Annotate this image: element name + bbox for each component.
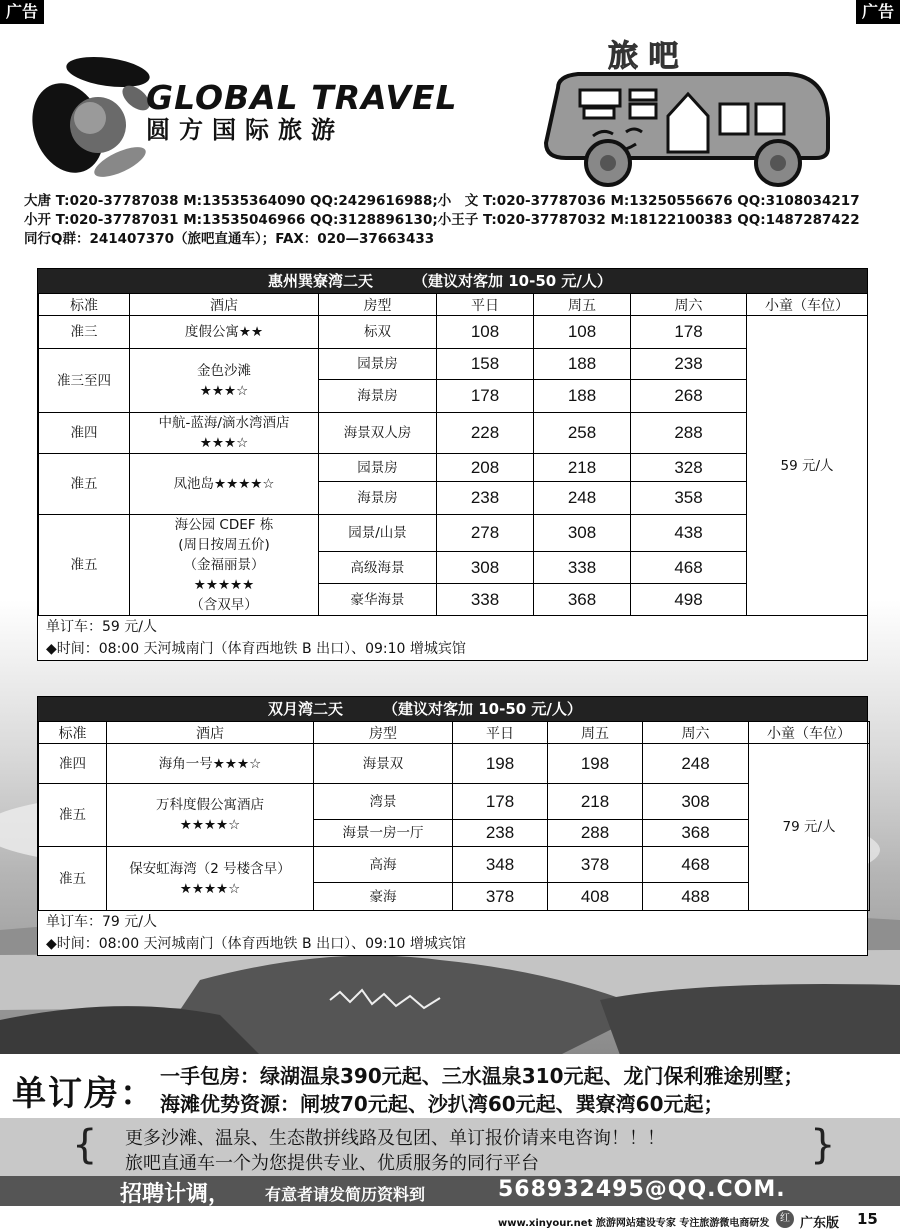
table1-title: 惠州巽寮湾二天 — [268, 272, 374, 290]
contact-info — [24, 192, 884, 249]
weekday-price: 178 — [453, 784, 548, 820]
saturday-price: 328 — [631, 454, 747, 482]
saturday-price: 268 — [631, 380, 747, 413]
standard-cell: 准四 — [39, 413, 130, 454]
booking-line-1: 一手包房：绿湖温泉390元起、三水温泉310元起、龙门保利雅途别墅； — [160, 1064, 804, 1088]
table-row — [39, 744, 870, 784]
room-type-cell: 海景房 — [319, 482, 437, 515]
room-type-cell: 海景双人房 — [319, 413, 437, 454]
weekday-price: 208 — [437, 454, 534, 482]
saturday-price: 358 — [631, 482, 747, 515]
more-info-section — [0, 1118, 900, 1176]
hotel-cell: 度假公寓★★ — [130, 316, 319, 349]
friday-price: 218 — [534, 454, 631, 482]
child-price-cell: 59 元/人 — [747, 316, 868, 616]
standard-cell: 准五 — [39, 454, 130, 515]
booking-line-2: 海滩优势资源：闸坡70元起、沙扒湾60元起、巽寮湾60元起； — [160, 1092, 724, 1116]
saturday-price: 488 — [643, 883, 749, 911]
contact-line-1: 大唐 T:020-37787038 M:13535364090 QQ:2429616988;小 文 T:020-37787036 M:13250556676 QQ:3108034217 — [24, 193, 860, 209]
header-child: 小童（车位） — [749, 722, 870, 744]
table2-departure-time: ◆时间：08:00 天河城南门（体育西地铁 B 出口）、09:10 增城宾馆 — [46, 936, 466, 952]
room-type-cell: 园景/山景 — [319, 515, 437, 552]
header-hotel: 酒店 — [130, 294, 319, 316]
friday-price: 368 — [534, 584, 631, 616]
table-row — [39, 413, 868, 454]
page-number: 15 — [857, 1210, 878, 1228]
room-type-cell: 园景房 — [319, 349, 437, 380]
bus-mascot-icon — [538, 28, 838, 198]
hotel-subname: （金福丽景） — [183, 557, 265, 573]
header-room-type: 房型 — [314, 722, 453, 744]
bus-title: 旅 吧 — [608, 39, 679, 74]
header-hotel: 酒店 — [107, 722, 314, 744]
table1-title-bar — [38, 269, 867, 293]
friday-price: 108 — [534, 316, 631, 349]
hotel-name: 中航-蓝海/滴水湾酒店 — [158, 415, 290, 431]
huizhou-price-table — [37, 268, 868, 661]
single-booking-section — [0, 1054, 900, 1118]
hotel-stars: ★★★★★ — [193, 577, 255, 593]
table-row — [39, 784, 870, 820]
room-type-cell: 标双 — [319, 316, 437, 349]
table-row — [39, 454, 868, 482]
hotel-stars: ★★★★☆ — [179, 880, 241, 897]
footer-edition: 广东版 — [800, 1216, 840, 1230]
friday-price: 248 — [534, 482, 631, 515]
hotel-cell — [130, 413, 319, 454]
footer-badge-icon: 红 — [776, 1210, 794, 1228]
standard-cell: 准四 — [39, 744, 107, 784]
page-footer — [0, 1208, 900, 1230]
table1-single-car: 单订车：59 元/人 — [46, 619, 157, 635]
hire-email[interactable]: 568932495@QQ.COM. — [498, 1177, 786, 1202]
table2-title-bar — [38, 697, 867, 721]
room-type-cell: 豪华海景 — [319, 584, 437, 616]
room-type-cell: 园景房 — [319, 454, 437, 482]
standard-cell: 准五 — [39, 784, 107, 847]
standard-cell: 准三 — [39, 316, 130, 349]
room-type-cell: 湾景 — [314, 784, 453, 820]
hotel-cell — [130, 515, 319, 616]
header-friday: 周五 — [548, 722, 643, 744]
table1-grid — [38, 293, 868, 616]
hotel-cell — [107, 847, 314, 911]
ad-label-left: 广告 — [0, 0, 44, 24]
table-row — [39, 316, 868, 349]
hire-title: 招聘计调， — [120, 1182, 231, 1207]
standard-cell: 准三至四 — [39, 349, 130, 413]
logo-english-name: GLOBAL TRAVEL — [146, 78, 458, 117]
weekday-price: 238 — [437, 482, 534, 515]
hotel-name: 保安虹海湾（2 号楼含早） — [129, 860, 291, 877]
header-standard: 标准 — [39, 722, 107, 744]
standard-cell: 准五 — [39, 515, 130, 616]
room-type-cell: 海景双 — [314, 744, 453, 784]
hotel-breakfast: （含双早） — [190, 597, 258, 613]
friday-price: 198 — [548, 744, 643, 784]
saturday-price: 238 — [631, 349, 747, 380]
saturday-price: 498 — [631, 584, 747, 616]
friday-price: 258 — [534, 413, 631, 454]
contact-line-3: 同行Q群：241407370（旅吧直通车）；FAX：020—37663433 — [24, 231, 435, 247]
ad-label-right: 广告 — [856, 0, 900, 24]
hotel-cell: 海角一号★★★☆ — [107, 744, 314, 784]
left-brace-icon: { — [72, 1122, 98, 1168]
table-row — [39, 349, 868, 380]
friday-price: 378 — [548, 847, 643, 883]
saturday-price: 438 — [631, 515, 747, 552]
friday-price: 188 — [534, 349, 631, 380]
saturday-price: 288 — [631, 413, 747, 454]
hotel-cell — [107, 784, 314, 847]
header-standard: 标准 — [39, 294, 130, 316]
table2-title: 双月湾二天 — [268, 700, 344, 718]
footer-site: www.xinyour.net 旅游网站建设专家 专注旅游微电商研发 — [498, 1218, 770, 1229]
friday-price: 338 — [534, 552, 631, 584]
right-brace-icon: } — [810, 1122, 836, 1168]
saturday-price: 248 — [643, 744, 749, 784]
room-type-cell: 豪海 — [314, 883, 453, 911]
table-row — [39, 847, 870, 883]
hotel-cell — [130, 349, 319, 413]
friday-price: 308 — [534, 515, 631, 552]
table2-note: （建议对客加 10-50 元/人） — [383, 700, 582, 718]
friday-price: 218 — [548, 784, 643, 820]
friday-price: 188 — [534, 380, 631, 413]
header-saturday: 周六 — [631, 294, 747, 316]
weekday-price: 378 — [453, 883, 548, 911]
room-type-cell: 海景房 — [319, 380, 437, 413]
header-weekday: 平日 — [453, 722, 548, 744]
weekday-price: 338 — [437, 584, 534, 616]
table2-header-row — [39, 722, 870, 744]
weekday-price: 238 — [453, 820, 548, 847]
hire-text: 有意者请发简历资料到 — [265, 1185, 426, 1204]
room-type-cell: 高海 — [314, 847, 453, 883]
global-travel-logo-icon — [28, 50, 153, 180]
hotel-cell: 凤池岛★★★★☆ — [130, 454, 319, 515]
table1-note: （建议对客加 10-50 元/人） — [413, 272, 612, 290]
table-row — [39, 515, 868, 552]
header-saturday: 周六 — [643, 722, 749, 744]
weekday-price: 308 — [437, 552, 534, 584]
weekday-price: 278 — [437, 515, 534, 552]
weekday-price: 178 — [437, 380, 534, 413]
saturday-price: 468 — [631, 552, 747, 584]
header-friday: 周五 — [534, 294, 631, 316]
hotel-name: 金色沙滩 — [197, 362, 251, 379]
standard-cell: 准五 — [39, 847, 107, 911]
table1-header-row — [39, 294, 868, 316]
weekday-price: 198 — [453, 744, 548, 784]
header-weekday: 平日 — [437, 294, 534, 316]
contact-line-2: 小开 T:020-37787031 M:13535046966 QQ:3128896130;小王子 T:020-37787032 M:18122100383 QQ:1487287422 — [24, 212, 860, 228]
table1-departure-time: ◆时间：08:00 天河城南门（体育西地铁 B 出口）、09:10 增城宾馆 — [46, 641, 466, 657]
hotel-stars: ★★★☆ — [199, 435, 249, 451]
recruitment-banner — [0, 1176, 900, 1206]
saturday-price: 308 — [643, 784, 749, 820]
weekday-price: 228 — [437, 413, 534, 454]
saturday-price: 368 — [643, 820, 749, 847]
saturday-price: 468 — [643, 847, 749, 883]
hotel-name: 万科度假公寓酒店 — [156, 797, 264, 813]
more-info-line-1: 更多沙滩、温泉、生态散拼线路及包团、单订报价请来电咨询！！！ — [125, 1128, 665, 1149]
weekday-price: 108 — [437, 316, 534, 349]
weekday-price: 158 — [437, 349, 534, 380]
saturday-price: 178 — [631, 316, 747, 349]
friday-price: 408 — [548, 883, 643, 911]
shuangyuewan-price-table — [37, 696, 868, 956]
hotel-stars: ★★★★☆ — [179, 817, 241, 833]
header-room-type: 房型 — [319, 294, 437, 316]
hotel-stars: ★★★☆ — [199, 382, 249, 399]
booking-title: 单订房： — [12, 1074, 156, 1114]
logo-chinese-name: 圆方国际旅游 — [146, 116, 344, 144]
hotel-name: 海公园 CDEF 栋 — [174, 517, 274, 533]
weekday-price: 348 — [453, 847, 548, 883]
room-type-cell: 高级海景 — [319, 552, 437, 584]
table2-grid — [38, 721, 870, 911]
friday-price: 288 — [548, 820, 643, 847]
room-type-cell: 海景一房一厅 — [314, 820, 453, 847]
child-price-cell: 79 元/人 — [749, 744, 870, 911]
hotel-note: (周日按周五价) — [178, 537, 270, 553]
more-info-line-2: 旅吧直通车一个为您提供专业、优质服务的同行平台 — [125, 1153, 539, 1174]
table2-single-car: 单订车：79 元/人 — [46, 914, 157, 930]
header-child: 小童（车位） — [747, 294, 868, 316]
